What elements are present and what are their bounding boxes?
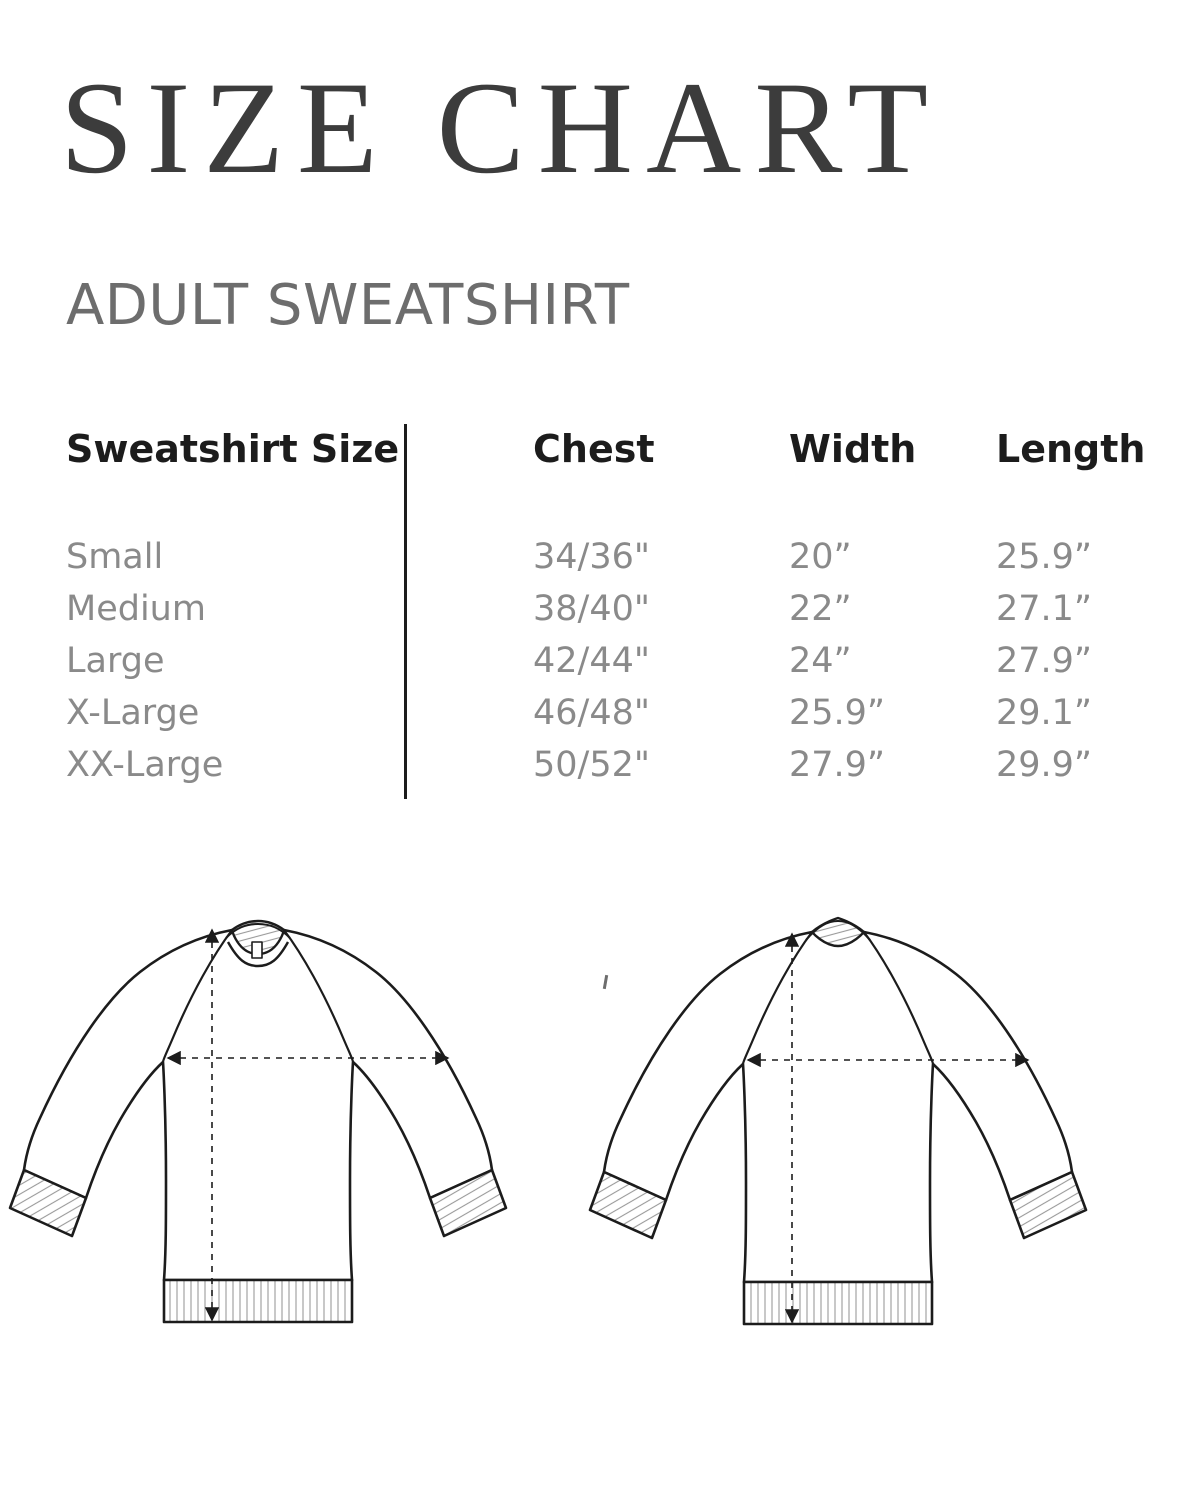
cell-size: Medium — [66, 589, 206, 629]
cell-length: 27.1” — [996, 589, 1093, 629]
cell-length: 27.9” — [996, 641, 1093, 681]
cell-chest: 38/40" — [533, 589, 650, 629]
cell-width: 27.9” — [789, 745, 886, 785]
cell-chest: 46/48" — [533, 693, 650, 733]
column-header-size: Sweatshirt Size — [66, 427, 400, 471]
cell-width: 22” — [789, 589, 852, 629]
cell-size: XX-Large — [66, 745, 224, 785]
cell-chest: 42/44" — [533, 641, 650, 681]
table-row — [66, 635, 1156, 687]
cell-width: 24” — [789, 641, 852, 681]
table-row — [66, 687, 1156, 739]
cell-size: Large — [66, 641, 165, 681]
column-header-length: Length — [996, 427, 1146, 471]
cell-width: 25.9” — [789, 693, 886, 733]
sweatshirt-front-view — [10, 921, 506, 1322]
column-header-width: Width — [789, 427, 917, 471]
cell-chest: 50/52" — [533, 745, 650, 785]
cell-size: Small — [66, 537, 164, 577]
cell-length: 25.9” — [996, 537, 1093, 577]
table-row — [66, 531, 1156, 583]
cell-width: 20” — [789, 537, 852, 577]
sweatshirt-illustrations — [0, 880, 1200, 1360]
table-body — [66, 531, 1156, 791]
column-header-chest: Chest — [533, 427, 655, 471]
cell-length: 29.1” — [996, 693, 1093, 733]
table-row — [66, 739, 1156, 791]
size-table — [66, 425, 1156, 785]
page-subtitle: ADULT SWEATSHIRT — [66, 273, 630, 338]
sweatshirt-back-view — [590, 918, 1086, 1324]
table-header-row — [66, 425, 1156, 485]
cell-length: 29.9” — [996, 745, 1093, 785]
cell-size: X-Large — [66, 693, 200, 733]
page-title: SIZE CHART — [60, 54, 942, 201]
cell-chest: 34/36" — [533, 537, 650, 577]
table-row — [66, 583, 1156, 635]
